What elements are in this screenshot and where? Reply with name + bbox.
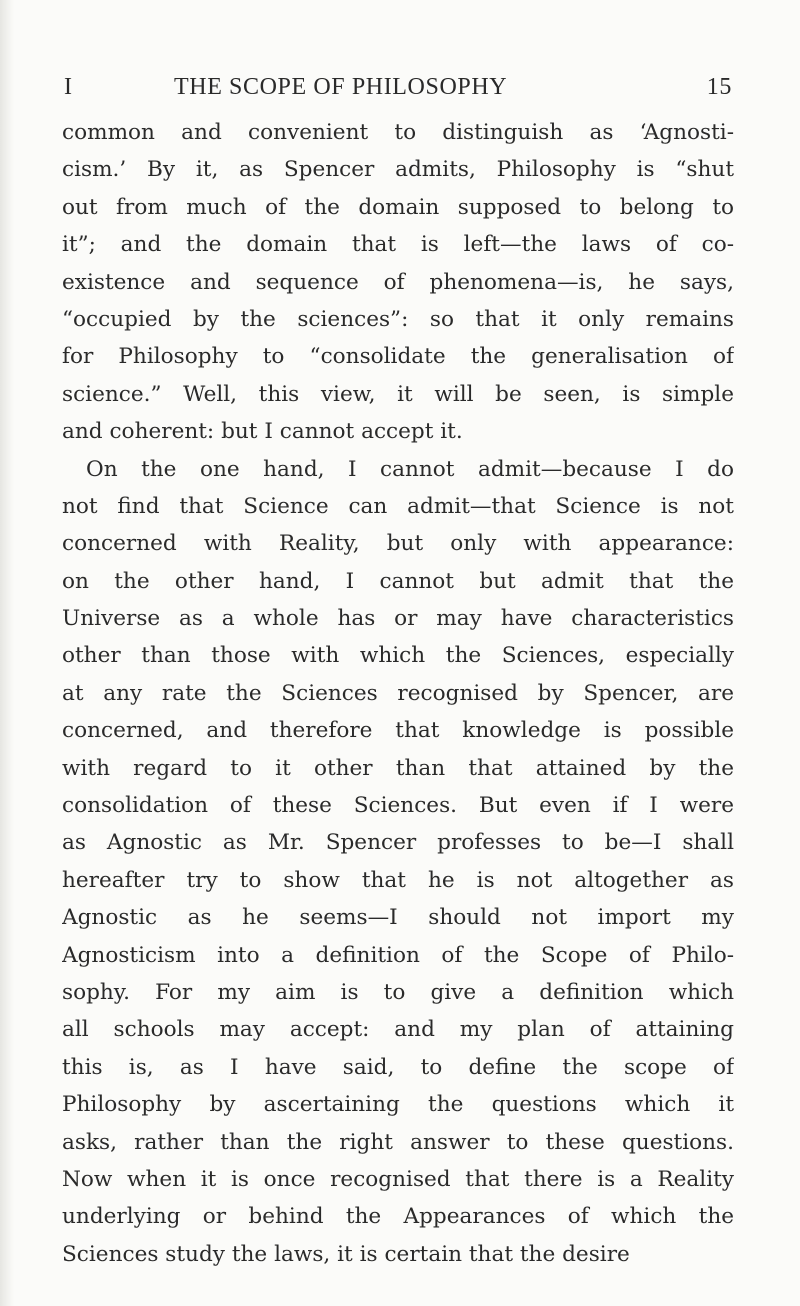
text-line: for Philosophy to “consolidate the generalisation of	[62, 344, 734, 370]
text-line: sophy. For my aim is to give a definition which	[62, 979, 734, 1005]
text-line: “occupied by the sciences”: so that it only remains	[62, 306, 734, 332]
running-header	[62, 74, 762, 108]
text-line: cism.’ By it, as Spencer admits, Philosophy is “shut	[62, 157, 734, 183]
text-line: all schools may accept: and my plan of attaining	[62, 1017, 734, 1043]
text-line: Agnosticism into a definition of the Scope of Philo-	[62, 942, 734, 968]
chapter-number: I	[64, 74, 73, 100]
text-line: on the other hand, I cannot but admit that the	[62, 568, 734, 594]
text-line: not find that Science can admit—that Science is not	[62, 493, 734, 519]
text-line: existence and sequence of phenomena—is, he says,	[62, 269, 734, 295]
text-line: consolidation of these Sciences. But even if I were	[62, 793, 734, 819]
paragraph-end-line: and coherent: but I cannot accept it.	[62, 419, 463, 445]
chapter-title: THE SCOPE OF PHILOSOPHY	[174, 74, 508, 100]
text-line: with regard to it other than that attained by the	[62, 755, 734, 781]
text-line: at any rate the Sciences recognised by Spencer, are	[62, 680, 734, 706]
text-line: concerned, and therefore that knowledge is possible	[62, 718, 734, 744]
text-line: Philosophy by ascertaining the questions which it	[62, 1092, 734, 1118]
text-line: concerned with Reality, but only with appearance:	[62, 531, 734, 557]
paragraph-first-line: On the one hand, I cannot admit—because I do	[86, 456, 734, 482]
text-line: common and convenient to distinguish as ‘Agnosti-	[62, 120, 734, 145]
text-line: science.” Well, this view, it will be seen, is simple	[62, 381, 734, 407]
body-text	[62, 114, 734, 1273]
text-line: asks, rather than the right answer to these questions.	[62, 1129, 734, 1155]
text-line: out from much of the domain supposed to belong to	[62, 194, 734, 220]
text-line: Universe as a whole has or may have characteristics	[62, 606, 734, 632]
page-number: 15	[706, 74, 732, 100]
text-line: Sciences study the laws, it is certain that the desire	[62, 1241, 630, 1267]
text-line: Now when it is once recognised that there is a Reality	[62, 1166, 734, 1192]
text-line: hereafter try to show that he is not altogether as	[62, 867, 734, 893]
text-line: this is, as I have said, to define the scope of	[62, 1054, 734, 1080]
text-line: it”; and the domain that is left—the laws of co-	[62, 232, 734, 258]
page-binding-shadow	[0, 0, 14, 1306]
text-line: Agnostic as he seems—I should not import my	[62, 905, 734, 931]
text-line: underlying or behind the Appearances of which the	[62, 1204, 734, 1230]
text-line: other than those with which the Sciences, especially	[62, 643, 734, 669]
text-line: as Agnostic as Mr. Spencer professes to be—I shall	[62, 830, 734, 856]
